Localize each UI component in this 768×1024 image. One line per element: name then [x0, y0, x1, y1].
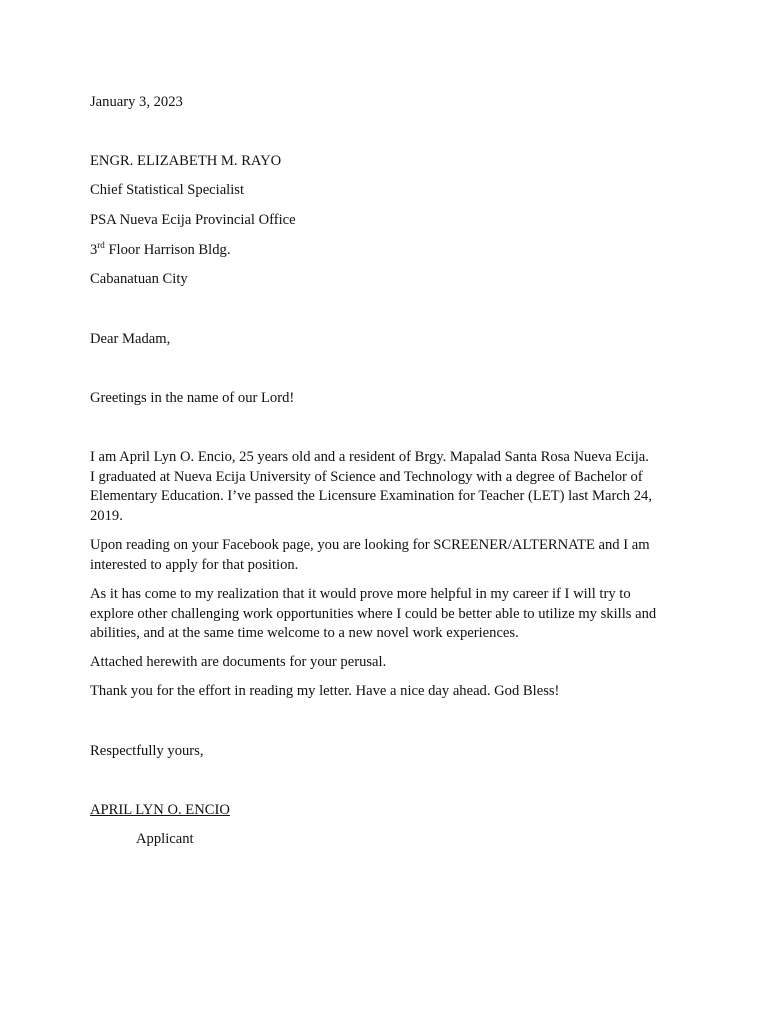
body-line: explore other challenging work opportunities where I could be better able to utilize my skills and: [90, 605, 657, 622]
body-line: I graduated at Nueva Ecija University of Science and Technology with a degree of Bachelor of: [90, 468, 643, 485]
recipient-title: Chief Statistical Specialist: [90, 182, 245, 198]
body-line: Elementary Education. I’ve passed the Licensure Examination for Teacher (LET) last March 24,: [90, 488, 652, 504]
body-paragraph-1: [90, 448, 690, 526]
letter-date: January 3, 2023: [90, 94, 183, 110]
body-line: I am April Lyn O. Encio, 25 years old and a resident of Brgy. Mapalad Santa Rosa Nueva Ecija.: [90, 449, 649, 465]
recipient-name: ENGR. ELIZABETH M. RAYO: [90, 153, 282, 169]
signature-name: APRIL LYN O. ENCIO: [90, 802, 230, 818]
body-paragraph-5: Thank you for the effort in reading my letter. Have a nice day ahead. God Bless!: [90, 683, 560, 699]
recipient-city: Cabanatuan City: [90, 271, 188, 287]
salutation: Dear Madam,: [90, 331, 171, 347]
body-line: Upon reading on your Facebook page, you are looking for SCREENER/ALTERNATE and I am: [90, 537, 650, 553]
body-paragraph-4: Attached herewith are documents for your perusal.: [90, 654, 387, 670]
floor-building: Floor Harrison Bldg.: [104, 242, 231, 258]
closing: Respectfully yours,: [90, 743, 204, 759]
body-line: interested to apply for that position.: [90, 556, 299, 573]
body-line: abilities, and at the same time welcome to a new novel work experiences.: [90, 625, 519, 641]
greeting: Greetings in the name of our Lord!: [90, 390, 295, 406]
recipient-address: [90, 241, 230, 261]
floor-number: 3: [90, 242, 98, 258]
body-paragraph-3: [90, 585, 690, 644]
signature-role: Applicant: [136, 831, 194, 847]
body-paragraph-2: [90, 536, 690, 575]
floor-ordinal: rd: [97, 240, 105, 250]
body-line: As it has come to my realization that it would prove more helpful in my career if I will try to: [90, 586, 631, 602]
body-line: 2019.: [90, 507, 123, 524]
recipient-office: PSA Nueva Ecija Provincial Office: [90, 212, 296, 228]
